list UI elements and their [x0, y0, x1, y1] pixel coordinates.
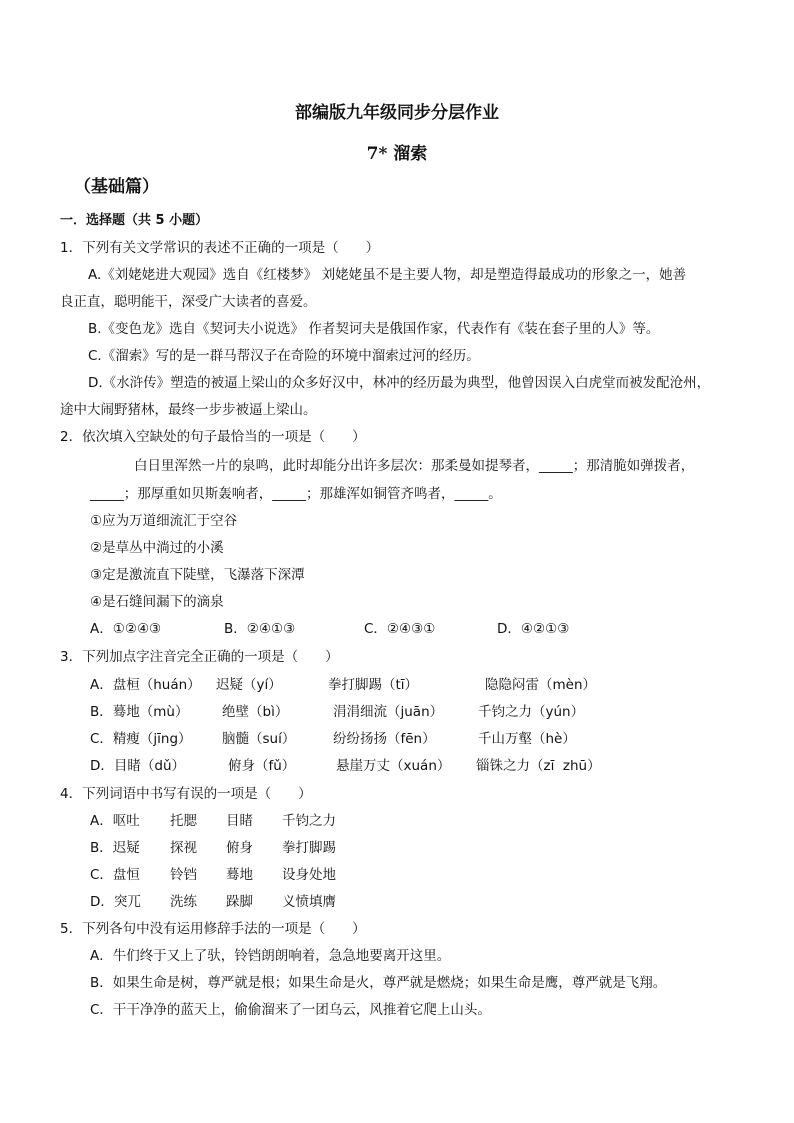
q1-option-a-cont: 良正直，聪明能干，深受广大读者的喜爱。: [60, 294, 317, 310]
q3-a-item-3: 拳打脚踢（tī）: [328, 677, 419, 693]
q3-c-item-2: 脑髓（suí）: [222, 731, 296, 747]
q4-c-item-2: 铃铛: [170, 867, 197, 883]
q4-d-item-4: 义愤填膺: [282, 894, 336, 910]
q4-b-item-3: 俯身: [226, 840, 253, 856]
q3-c-item-1: C．精瘦（jīng）: [90, 731, 192, 747]
q4-a-item-3: 目睹: [226, 813, 253, 829]
q4-d-item-3: 跺脚: [226, 894, 253, 910]
page-title: 部编版九年级同步分层作业: [295, 103, 499, 123]
q3-d-item-3: 悬崖万丈（xuán）: [336, 758, 451, 774]
q4-d-item-2: 洗练: [170, 894, 197, 910]
q3-d-item-4: 锱铢之力（zī zhū）: [476, 758, 601, 774]
q4-c-item-3: 蓦地: [226, 867, 253, 883]
q3-b-item-4: 千钧之力（yún）: [478, 704, 585, 720]
q4-a-item-4: 千钧之力: [282, 813, 336, 829]
q2-stem: 2．依次填入空缺处的句子最恰当的一项是（ ）: [60, 429, 366, 445]
q2-choice-d: D．④②①③: [497, 621, 570, 637]
q2-choice-a: A．①②④③: [90, 621, 162, 637]
q3-d-item-2: 俯身（fǔ）: [228, 758, 296, 774]
q5-stem: 5．下列各句中没有运用修辞手法的一项是（ ）: [60, 921, 366, 937]
q4-c-item-4: 设身处地: [282, 867, 336, 883]
q2-choice-c: C．②④③①: [364, 621, 436, 637]
q4-b-item-2: 探视: [170, 840, 197, 856]
q2-sentence-4: ④是石缝间漏下的滴泉: [90, 594, 224, 610]
q1-option-b: B.《变色龙》选自《契诃夫小说选》 作者契诃夫是俄国作家，代表作有《装在套子里的人》等。: [88, 321, 660, 337]
q3-a-item-4: 隐隐闷雷（mèn）: [485, 677, 597, 693]
q3-stem: 3．下列加点字注音完全正确的一项是（ ）: [60, 649, 339, 665]
q3-d-item-1: D．目睹（dǔ）: [90, 758, 186, 774]
q5-option-b: B．如果生命是树，尊严就是根；如果生命是火，尊严就是燃烧；如果生命是鹰，尊严就是飞翔。: [90, 975, 667, 991]
q3-b-item-2: 绝壁（bì）: [222, 704, 289, 720]
q1-option-d: D.《水浒传》塑造的被逼上梁山的众多好汉中，林冲的经历最为典型，他曾因误入白虎堂而被发配沧州，: [88, 375, 711, 391]
q1-option-c: C.《溜索》写的是一群马帮汉子在奇险的环境中溜索过河的经历。: [88, 348, 480, 364]
q2-sentence-2: ②是草丛中淌过的小溪: [90, 540, 224, 556]
q4-b-item-1: B．迟疑: [90, 840, 140, 856]
part-heading: 一．选择题（共 5 小题）: [60, 213, 209, 228]
q3-c-item-3: 纷纷扬扬（fēn）: [333, 731, 436, 747]
section-heading: （基础篇）: [74, 177, 159, 197]
q5-option-a: A．牛们终于又上了驮，铃铛朗朗响着，急急地要离开这里。: [90, 948, 451, 964]
q2-choice-b: B．②④①③: [224, 621, 296, 637]
q1-option-a: A.《刘姥姥进大观园》选自《红楼梦》 刘姥姥虽不是主要人物，却是塑造得最成功的形象之一，她善: [88, 267, 687, 283]
q3-a-item-1: A．盘桓（huán）: [90, 677, 201, 693]
q4-stem: 4．下列词语中书写有误的一项是（ ）: [60, 786, 312, 802]
q3-b-item-1: B．蓦地（mù）: [90, 704, 189, 720]
q3-c-item-4: 千山万壑（hè）: [478, 731, 576, 747]
q2-passage-cont: _____；那厚重如贝斯轰响者，_____；那雄浑如铜管齐鸣者，_____。: [90, 486, 502, 502]
q4-a-item-1: A．呕吐: [90, 813, 140, 829]
q2-passage: 白日里浑然一片的泉鸣，此时却能分出许多层次：那柔曼如提琴者，_____；那清脆如弹拨者，: [134, 458, 695, 474]
q4-b-item-4: 拳打脚踢: [282, 840, 336, 856]
q4-c-item-1: C．盘恒: [90, 867, 140, 883]
q3-b-item-3: 涓涓细流（juān）: [333, 704, 444, 720]
q4-a-item-2: 托腮: [170, 813, 197, 829]
q2-sentence-1: ①应为万道细流汇于空谷: [90, 513, 238, 529]
q1-option-d-cont: 途中大闹野猪林，最终一步步被逼上梁山。: [60, 402, 317, 418]
q4-d-item-1: D．突兀: [90, 894, 141, 910]
q2-sentence-3: ③定是激流直下陡壁，飞瀑落下深潭: [90, 567, 305, 583]
lesson-title: 7* 溜索: [366, 144, 428, 164]
q1-stem: 1．下列有关文学常识的表述不正确的一项是（ ）: [60, 240, 380, 256]
q3-a-item-2: 迟疑（yí）: [216, 677, 282, 693]
q5-option-c: C．干干净净的蓝天上，偷偷溜来了一团乌云，风推着它爬上山头。: [90, 1002, 491, 1018]
